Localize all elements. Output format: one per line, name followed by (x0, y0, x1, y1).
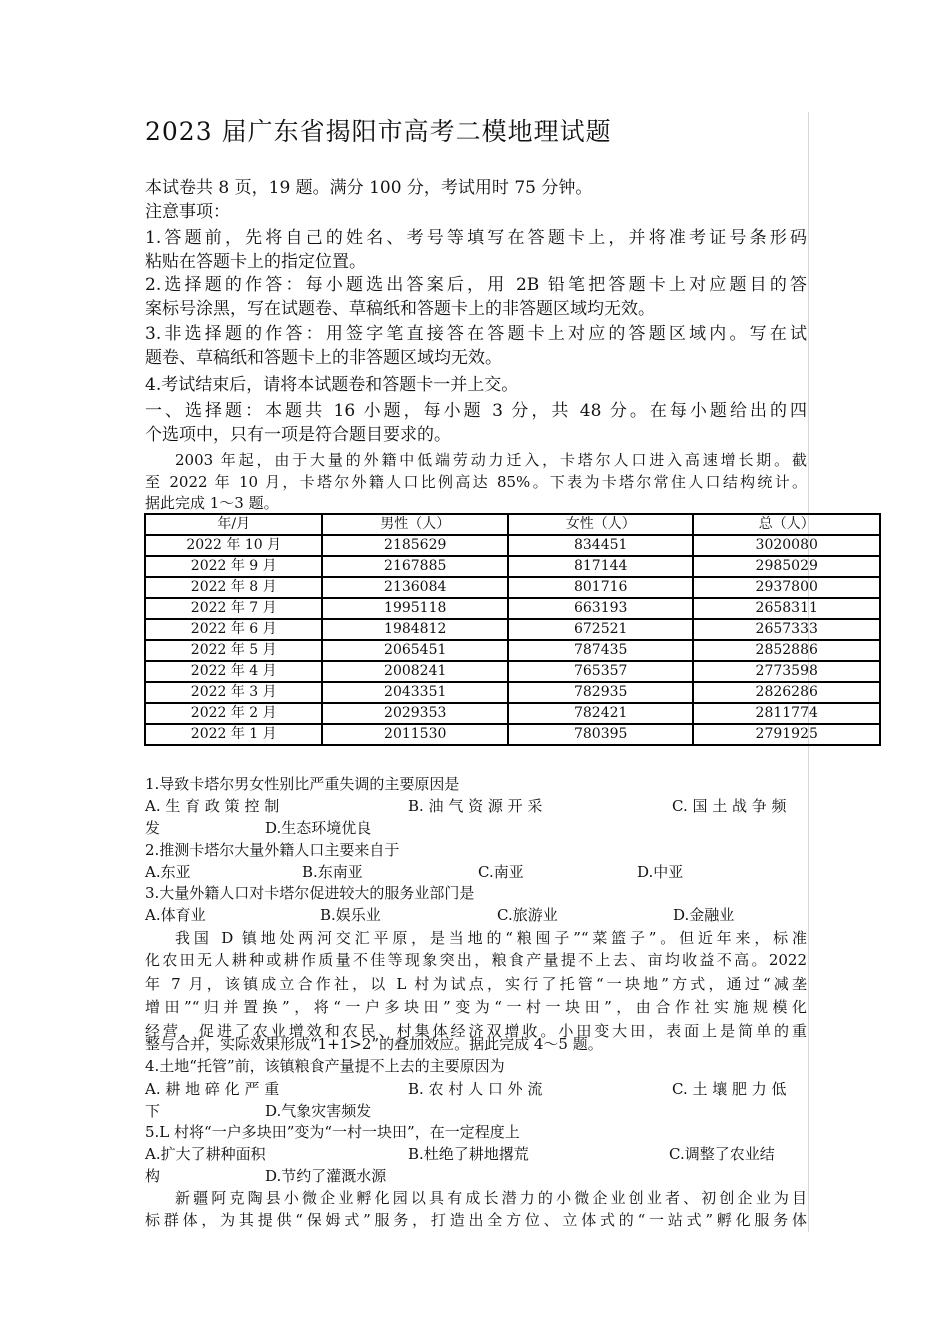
option-c-wrap: 发 (145, 819, 161, 837)
table-cell: 2022 年 10 月 (145, 535, 322, 556)
table-cell: 2167885 (322, 556, 508, 577)
table-cell: 787435 (508, 640, 693, 661)
document-title: 2023 届广东省揭阳市高考二模地理试题 (145, 117, 612, 146)
option-b: B. 农 村 人 口 外 流 (408, 1080, 543, 1098)
option-a: A. 耕 地 碎 化 严 重 (145, 1080, 280, 1098)
option-c-wrap: 构 (145, 1167, 161, 1185)
option-a: A.体育业 (145, 906, 206, 924)
option-d: D.气象灾害频发 (265, 1102, 372, 1120)
option-b: B.杜绝了耕地撂荒 (408, 1145, 529, 1163)
table-row (145, 661, 880, 682)
section-heading: 个选项中，只有一项是符合题目要求的。 (145, 425, 451, 445)
table-row (145, 577, 880, 598)
option-a: A.扩大了耕种面积 (145, 1145, 266, 1163)
table-header-row (145, 514, 880, 535)
table-cell: 2065451 (322, 640, 508, 661)
table-row (145, 598, 880, 619)
table-cell: 2811774 (693, 703, 880, 724)
table-cell: 2029353 (322, 703, 508, 724)
table-cell: 780395 (508, 724, 693, 745)
option-b: B. 油 气 资 源 开 采 (408, 797, 543, 815)
table-cell: 2022 年 3 月 (145, 682, 322, 703)
table-cell: 782421 (508, 703, 693, 724)
option-c-wrap: 下 (145, 1102, 161, 1120)
table-cell: 2658311 (693, 598, 880, 619)
table-cell: 2022 年 4 月 (145, 661, 322, 682)
table-cell: 1984812 (322, 619, 508, 640)
passage-line: 我国 D 镇地处两河交汇平原，是当地的“粮囤子”“菜篮子”。但近年来，标准 (175, 929, 807, 947)
table-cell: 672521 (508, 619, 693, 640)
table-cell: 2022 年 8 月 (145, 577, 322, 598)
table-cell: 2022 年 5 月 (145, 640, 322, 661)
table-cell: 3020080 (693, 535, 880, 556)
option-c: C.调整了农业结 (669, 1145, 775, 1163)
passage-line: 新疆阿克陶县小微企业孵化园以具有成长潜力的小微企业创业者、初创企业为目 (175, 1189, 807, 1207)
intro-line: 2.选择题的作答：每小题选出答案后，用 2B 铅笔把答题卡上对应题目的答 (145, 275, 807, 295)
question-stem: 1.导致卡塔尔男女性别比严重失调的主要原因是 (145, 775, 460, 793)
table-cell: 782935 (508, 682, 693, 703)
option-a: A.东亚 (145, 863, 191, 881)
table-cell: 2657333 (693, 619, 880, 640)
passage-line: 标群体，为其提供“保姆式”服务，打造出全方位、立体式的“一站式”孵化服务体 (145, 1211, 807, 1229)
question-stem: 3.大量外籍人口对卡塔尔促进较大的服务业部门是 (145, 884, 475, 902)
table-cell: 2022 年 1 月 (145, 724, 322, 745)
table-row (145, 619, 880, 640)
intro-line: 注意事项： (145, 202, 230, 222)
table-cell: 801716 (508, 577, 693, 598)
passage-line: 化农田无人耕种或耕作质量不佳等现象突出，粮食产量提不上去、亩均收益不高。2022 (145, 951, 807, 969)
table-cell: 2985029 (693, 556, 880, 577)
table-cell: 2773598 (693, 661, 880, 682)
intro-line: 3.非选择题的作答：用签字笔直接答在答题卡上对应的答题区域内。写在试 (145, 324, 807, 344)
table-cell: 2826286 (693, 682, 880, 703)
table-cell: 2937800 (693, 577, 880, 598)
passage-line: 整与合并，实际效果形成“1+1>2”的叠加效应。据此完成 4～5 题。 (145, 1035, 603, 1053)
intro-line: 题卷、草稿纸和答题卡上的非答题区域均无效。 (145, 348, 502, 368)
intro-line: 4.考试结束后，请将本试题卷和答题卡一并上交。 (145, 375, 519, 395)
column-header: 女性（人） (508, 514, 693, 535)
table-cell: 2008241 (322, 661, 508, 682)
intro-line: 1.答题前，先将自己的姓名、考号等填写在答题卡上，并将准考证号条形码 (145, 228, 807, 248)
option-d: D.节约了灌溉水源 (265, 1167, 387, 1185)
table-row (145, 556, 880, 577)
table-cell: 1995118 (322, 598, 508, 619)
table-cell: 2022 年 7 月 (145, 598, 322, 619)
table-cell: 2022 年 2 月 (145, 703, 322, 724)
option-a: A. 生 育 政 策 控 制 (145, 797, 280, 815)
section-heading: 一、选择题：本题共 16 小题，每小题 3 分，共 48 分。在每小题给出的四 (145, 401, 807, 421)
table-cell: 834451 (508, 535, 693, 556)
table-row (145, 724, 880, 745)
intro-line: 案标号涂黑，写在试题卷、草稿纸和答题卡上的非答题区域均无效。 (145, 299, 655, 319)
table-cell: 2185629 (322, 535, 508, 556)
table-cell: 2022 年 9 月 (145, 556, 322, 577)
passage-line: 经营，促进了农业增效和农民、村集体经济双增收。小田变大田，表面上是简单的重 (145, 1022, 807, 1040)
option-c: C.旅游业 (497, 906, 558, 924)
table-cell: 2791925 (693, 724, 880, 745)
table-cell: 765357 (508, 661, 693, 682)
table-cell: 2043351 (322, 682, 508, 703)
option-c: C. 国 土 战 争 频 (672, 797, 787, 815)
passage-line: 据此完成 1～3 题。 (145, 494, 279, 512)
passage-line: 2003 年起，由于大量的外籍中低端劳动力迁入，卡塔尔人口进入高速增长期。截 (175, 451, 807, 469)
option-d: D.金融业 (673, 906, 735, 924)
intro-line: 粘贴在答题卡上的指定位置。 (145, 252, 366, 272)
intro-line: 本试卷共 8 页，19 题。满分 100 分，考试用时 75 分钟。 (145, 178, 593, 198)
table-cell: 817144 (508, 556, 693, 577)
option-b: B.东南亚 (302, 863, 363, 881)
question-stem: 5.L 村将“一户多块田”变为“一村一块田”，在一定程度上 (145, 1123, 520, 1141)
option-d: D.中亚 (637, 863, 684, 881)
table-row (145, 640, 880, 661)
table-cell: 2136084 (322, 577, 508, 598)
table-cell: 2852886 (693, 640, 880, 661)
passage-line: 至 2022 年 10 月，卡塔尔外籍人口比例高达 85%。下表为卡塔尔常住人口结构统计。 (145, 473, 807, 491)
option-d: D.生态环境优良 (265, 819, 372, 837)
question-stem: 4.土地“托管”前，该镇粮食产量提不上去的主要原因为 (145, 1057, 505, 1075)
table-cell: 2022 年 6 月 (145, 619, 322, 640)
table-cell: 2011530 (322, 724, 508, 745)
option-c: C.南亚 (478, 863, 524, 881)
column-header: 年/月 (145, 514, 322, 535)
table-cell: 663193 (508, 598, 693, 619)
passage-line: 增田”“归并置换”，将“一户多块田”变为“一村一块田”，由合作社实施规模化 (145, 998, 807, 1016)
question-stem: 2.推测卡塔尔大量外籍人口主要来自于 (145, 841, 400, 859)
column-header: 总（人） (693, 514, 880, 535)
table-row (145, 703, 880, 724)
option-b: B.娱乐业 (320, 906, 381, 924)
column-header: 男性（人） (322, 514, 508, 535)
population-table (144, 513, 881, 746)
passage-line: 年 7 月，该镇成立合作社，以 L 村为试点，实行了托管“一块地”方式，通过“减垄 (145, 975, 807, 993)
table-row (145, 682, 880, 703)
table-row (145, 535, 880, 556)
option-c: C. 土 壤 肥 力 低 (672, 1080, 787, 1098)
